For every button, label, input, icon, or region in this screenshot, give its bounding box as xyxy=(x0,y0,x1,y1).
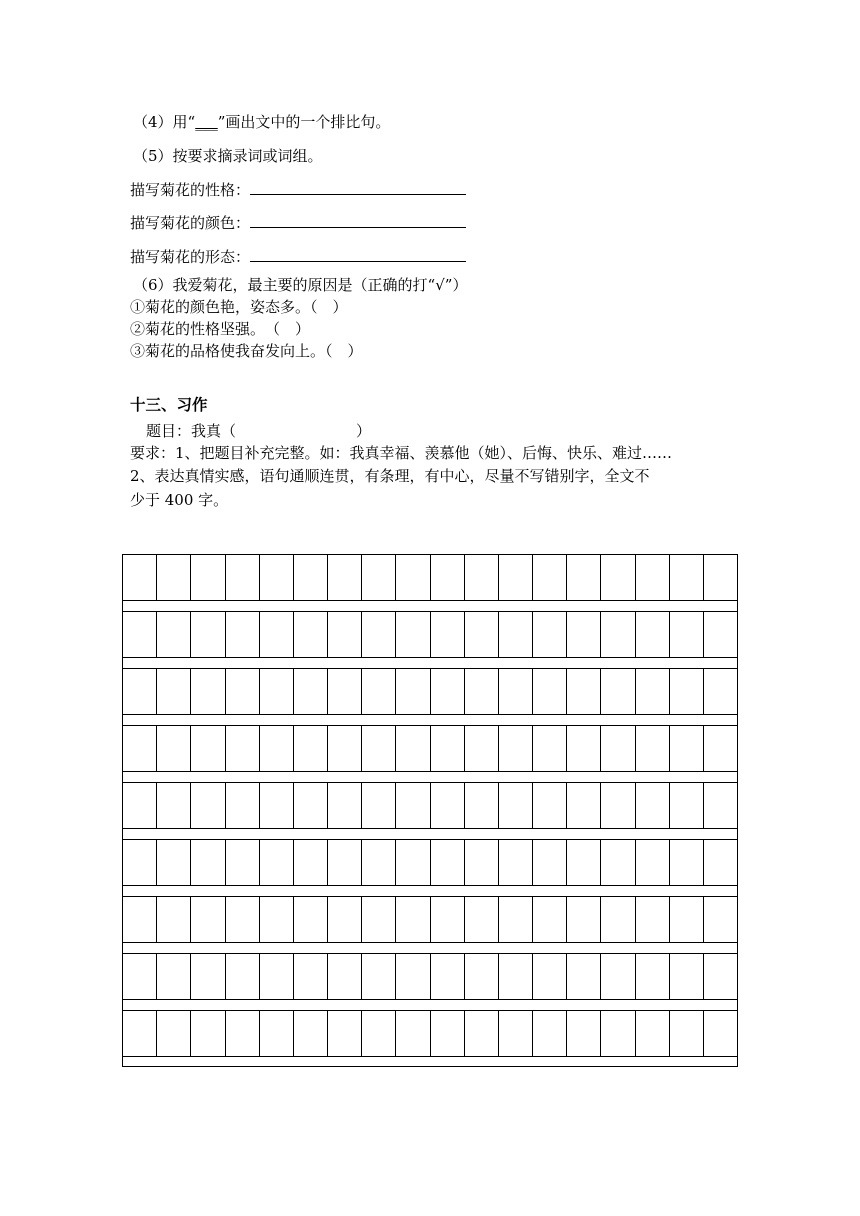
grid-cell[interactable] xyxy=(532,555,566,600)
grid-cell[interactable] xyxy=(566,897,600,942)
grid-cell[interactable] xyxy=(225,840,259,885)
grid-cell[interactable] xyxy=(532,840,566,885)
grid-cell[interactable] xyxy=(532,1011,566,1056)
grid-cell[interactable] xyxy=(669,783,703,828)
grid-cell[interactable] xyxy=(532,612,566,657)
grid-cell[interactable] xyxy=(635,669,669,714)
grid-cell[interactable] xyxy=(395,840,429,885)
grid-cell[interactable] xyxy=(464,726,498,771)
grid-cell[interactable] xyxy=(123,954,156,999)
q6-option-1: ①菊花的颜色艳，姿态多。（ ） xyxy=(130,298,348,316)
grid-cell[interactable] xyxy=(259,783,293,828)
grid-row xyxy=(122,896,738,943)
grid-cell[interactable] xyxy=(259,1011,293,1056)
grid-cell[interactable] xyxy=(156,1011,190,1056)
grid-cell[interactable] xyxy=(498,1011,532,1056)
grid-cell[interactable] xyxy=(293,897,327,942)
grid-row xyxy=(122,953,738,1000)
grid-cell[interactable] xyxy=(156,669,190,714)
grid-cell[interactable] xyxy=(259,555,293,600)
grid-cell[interactable] xyxy=(669,954,703,999)
grid-cell[interactable] xyxy=(156,783,190,828)
requirement-2-cont: 少于 400 字。 xyxy=(130,491,229,509)
grid-cell[interactable] xyxy=(430,555,464,600)
grid-cell[interactable] xyxy=(123,612,156,657)
grid-cell[interactable] xyxy=(190,726,224,771)
grid-row-gap xyxy=(122,1057,738,1067)
grid-cell[interactable] xyxy=(600,783,634,828)
grid-cell[interactable] xyxy=(498,669,532,714)
question-5: （5）按要求摘录词或词组。 xyxy=(133,147,323,165)
grid-cell[interactable] xyxy=(156,897,190,942)
grid-cell[interactable] xyxy=(532,954,566,999)
grid-cell[interactable] xyxy=(190,954,224,999)
grid-cell[interactable] xyxy=(395,897,429,942)
grid-cell[interactable] xyxy=(225,612,259,657)
grid-cell[interactable] xyxy=(361,897,395,942)
grid-cell[interactable] xyxy=(430,897,464,942)
grid-cell[interactable] xyxy=(190,612,224,657)
grid-cell[interactable] xyxy=(669,897,703,942)
extract-line-character xyxy=(130,180,466,200)
grid-cell[interactable] xyxy=(327,954,361,999)
grid-row-gap xyxy=(122,772,738,782)
grid-row-gap xyxy=(122,1000,738,1010)
grid-cell[interactable] xyxy=(635,783,669,828)
grid-row-gap xyxy=(122,886,738,896)
grid-cell[interactable] xyxy=(635,1011,669,1056)
q6-option-3: ③菊花的品格使我奋发向上。（ ） xyxy=(130,342,363,360)
grid-cell[interactable] xyxy=(156,726,190,771)
q6-option-2: ②菊花的性格坚强。 （ ） xyxy=(130,320,311,338)
q4-prefix: （4）用“ xyxy=(133,113,196,131)
grid-cell[interactable] xyxy=(464,555,498,600)
grid-cell[interactable] xyxy=(600,669,634,714)
grid-cell[interactable] xyxy=(600,1011,634,1056)
grid-cell[interactable] xyxy=(498,954,532,999)
grid-cell[interactable] xyxy=(669,1011,703,1056)
grid-cell[interactable] xyxy=(361,954,395,999)
grid-cell[interactable] xyxy=(190,669,224,714)
grid-row-gap xyxy=(122,601,738,611)
extract-label: 描写菊花的性格： xyxy=(130,181,251,199)
grid-cell[interactable] xyxy=(259,897,293,942)
grid-cell[interactable] xyxy=(190,555,224,600)
grid-cell[interactable] xyxy=(327,783,361,828)
grid-cell[interactable] xyxy=(327,555,361,600)
grid-cell[interactable] xyxy=(430,1011,464,1056)
grid-cell[interactable] xyxy=(498,555,532,600)
grid-cell[interactable] xyxy=(566,612,600,657)
grid-cell[interactable] xyxy=(259,954,293,999)
extract-label: 描写菊花的形态： xyxy=(130,248,251,266)
question-4 xyxy=(133,112,390,132)
grid-cell[interactable] xyxy=(225,783,259,828)
grid-row xyxy=(122,611,738,658)
grid-cell[interactable] xyxy=(635,897,669,942)
grid-cell[interactable] xyxy=(464,954,498,999)
grid-cell[interactable] xyxy=(123,726,156,771)
grid-cell[interactable] xyxy=(669,612,703,657)
answer-blank[interactable] xyxy=(250,247,466,262)
grid-cell[interactable] xyxy=(532,783,566,828)
grid-cell[interactable] xyxy=(361,555,395,600)
grid-cell[interactable] xyxy=(532,669,566,714)
grid-cell[interactable] xyxy=(293,726,327,771)
grid-cell[interactable] xyxy=(327,897,361,942)
grid-cell[interactable] xyxy=(361,1011,395,1056)
answer-blank[interactable] xyxy=(250,213,466,228)
grid-cell[interactable] xyxy=(395,555,429,600)
grid-cell[interactable] xyxy=(395,612,429,657)
grid-cell[interactable] xyxy=(464,669,498,714)
grid-cell[interactable] xyxy=(464,897,498,942)
grid-cell[interactable] xyxy=(327,840,361,885)
grid-cell[interactable] xyxy=(669,840,703,885)
grid-cell[interactable] xyxy=(395,783,429,828)
grid-cell[interactable] xyxy=(293,669,327,714)
grid-cell[interactable] xyxy=(566,840,600,885)
grid-cell[interactable] xyxy=(156,840,190,885)
grid-cell[interactable] xyxy=(361,840,395,885)
grid-cell[interactable] xyxy=(703,1011,737,1056)
requirement-1: 要求：1、把题目补充完整。如：我真幸福、羡慕他（她）、后悔、快乐、难过…… xyxy=(130,444,673,462)
grid-cell[interactable] xyxy=(123,1011,156,1056)
grid-row xyxy=(122,1010,738,1057)
grid-cell[interactable] xyxy=(703,897,737,942)
grid-cell[interactable] xyxy=(600,840,634,885)
requirement-2: 2、表达真情实感，语句通顺连贯，有条理，有中心，尽量不写错别字，全文不 xyxy=(130,467,650,485)
grid-cell[interactable] xyxy=(225,669,259,714)
grid-cell[interactable] xyxy=(225,555,259,600)
grid-row-gap xyxy=(122,943,738,953)
grid-cell[interactable] xyxy=(635,555,669,600)
grid-cell[interactable] xyxy=(190,840,224,885)
grid-cell[interactable] xyxy=(430,840,464,885)
grid-cell[interactable] xyxy=(566,669,600,714)
grid-row xyxy=(122,839,738,886)
writing-grid[interactable] xyxy=(122,554,738,1067)
grid-cell[interactable] xyxy=(259,726,293,771)
grid-cell[interactable] xyxy=(327,612,361,657)
grid-row xyxy=(122,668,738,715)
grid-cell[interactable] xyxy=(600,555,634,600)
q4-underline-mark: ___ xyxy=(195,113,218,131)
grid-cell[interactable] xyxy=(123,669,156,714)
grid-cell[interactable] xyxy=(703,954,737,999)
grid-cell[interactable] xyxy=(635,840,669,885)
grid-cell[interactable] xyxy=(361,669,395,714)
grid-cell[interactable] xyxy=(464,783,498,828)
extract-label: 描写菊花的颜色： xyxy=(130,214,251,232)
grid-cell[interactable] xyxy=(361,726,395,771)
extract-line-color xyxy=(130,213,466,233)
grid-cell[interactable] xyxy=(293,783,327,828)
grid-cell[interactable] xyxy=(635,726,669,771)
grid-cell[interactable] xyxy=(430,954,464,999)
grid-row-gap xyxy=(122,829,738,839)
grid-cell[interactable] xyxy=(703,612,737,657)
grid-cell[interactable] xyxy=(703,840,737,885)
grid-cell[interactable] xyxy=(293,1011,327,1056)
grid-row-gap xyxy=(122,658,738,668)
grid-cell[interactable] xyxy=(464,612,498,657)
grid-cell[interactable] xyxy=(156,555,190,600)
grid-cell[interactable] xyxy=(703,783,737,828)
grid-cell[interactable] xyxy=(361,612,395,657)
grid-cell[interactable] xyxy=(156,612,190,657)
grid-cell[interactable] xyxy=(225,726,259,771)
grid-cell[interactable] xyxy=(293,555,327,600)
grid-cell[interactable] xyxy=(259,840,293,885)
grid-cell[interactable] xyxy=(259,669,293,714)
composition-topic: 题目：我真（ ） xyxy=(146,422,372,440)
grid-cell[interactable] xyxy=(395,669,429,714)
grid-cell[interactable] xyxy=(600,897,634,942)
grid-cell[interactable] xyxy=(293,840,327,885)
grid-cell[interactable] xyxy=(327,669,361,714)
extract-line-shape xyxy=(130,247,466,267)
grid-cell[interactable] xyxy=(532,897,566,942)
grid-cell[interactable] xyxy=(123,840,156,885)
grid-cell[interactable] xyxy=(635,612,669,657)
grid-cell[interactable] xyxy=(600,726,634,771)
grid-cell[interactable] xyxy=(190,1011,224,1056)
grid-cell[interactable] xyxy=(225,897,259,942)
grid-cell[interactable] xyxy=(156,954,190,999)
grid-cell[interactable] xyxy=(600,612,634,657)
grid-cell[interactable] xyxy=(703,726,737,771)
grid-cell[interactable] xyxy=(225,1011,259,1056)
grid-cell[interactable] xyxy=(190,783,224,828)
grid-cell[interactable] xyxy=(430,612,464,657)
grid-cell[interactable] xyxy=(566,783,600,828)
grid-cell[interactable] xyxy=(430,669,464,714)
grid-cell[interactable] xyxy=(703,555,737,600)
grid-cell[interactable] xyxy=(327,1011,361,1056)
grid-cell[interactable] xyxy=(669,726,703,771)
grid-cell[interactable] xyxy=(293,612,327,657)
grid-cell[interactable] xyxy=(293,954,327,999)
grid-cell[interactable] xyxy=(566,954,600,999)
grid-cell[interactable] xyxy=(327,726,361,771)
grid-cell[interactable] xyxy=(566,1011,600,1056)
grid-cell[interactable] xyxy=(361,783,395,828)
grid-row xyxy=(122,554,738,601)
grid-cell[interactable] xyxy=(498,783,532,828)
grid-cell[interactable] xyxy=(395,1011,429,1056)
grid-cell[interactable] xyxy=(635,954,669,999)
grid-cell[interactable] xyxy=(498,840,532,885)
grid-cell[interactable] xyxy=(123,555,156,600)
grid-cell[interactable] xyxy=(703,669,737,714)
q4-suffix: ”画出文中的一个排比句。 xyxy=(217,113,391,131)
grid-cell[interactable] xyxy=(225,954,259,999)
grid-cell[interactable] xyxy=(600,954,634,999)
grid-cell[interactable] xyxy=(669,555,703,600)
grid-cell[interactable] xyxy=(566,726,600,771)
grid-cell[interactable] xyxy=(566,555,600,600)
grid-cell[interactable] xyxy=(498,726,532,771)
section-13-heading: 十三、习作 xyxy=(130,395,208,414)
grid-cell[interactable] xyxy=(395,726,429,771)
grid-cell[interactable] xyxy=(430,783,464,828)
grid-row xyxy=(122,725,738,772)
grid-cell[interactable] xyxy=(464,840,498,885)
grid-cell[interactable] xyxy=(669,669,703,714)
grid-cell[interactable] xyxy=(498,612,532,657)
answer-blank[interactable] xyxy=(250,180,466,195)
grid-cell[interactable] xyxy=(123,783,156,828)
grid-cell[interactable] xyxy=(532,726,566,771)
grid-cell[interactable] xyxy=(395,954,429,999)
grid-cell[interactable] xyxy=(190,897,224,942)
grid-cell[interactable] xyxy=(464,1011,498,1056)
grid-cell[interactable] xyxy=(259,612,293,657)
question-6-prompt: （6）我爱菊花，最主要的原因是（正确的打“√”） xyxy=(133,276,468,294)
grid-row-gap xyxy=(122,715,738,725)
grid-cell[interactable] xyxy=(430,726,464,771)
grid-cell[interactable] xyxy=(123,897,156,942)
grid-cell[interactable] xyxy=(498,897,532,942)
grid-row xyxy=(122,782,738,829)
